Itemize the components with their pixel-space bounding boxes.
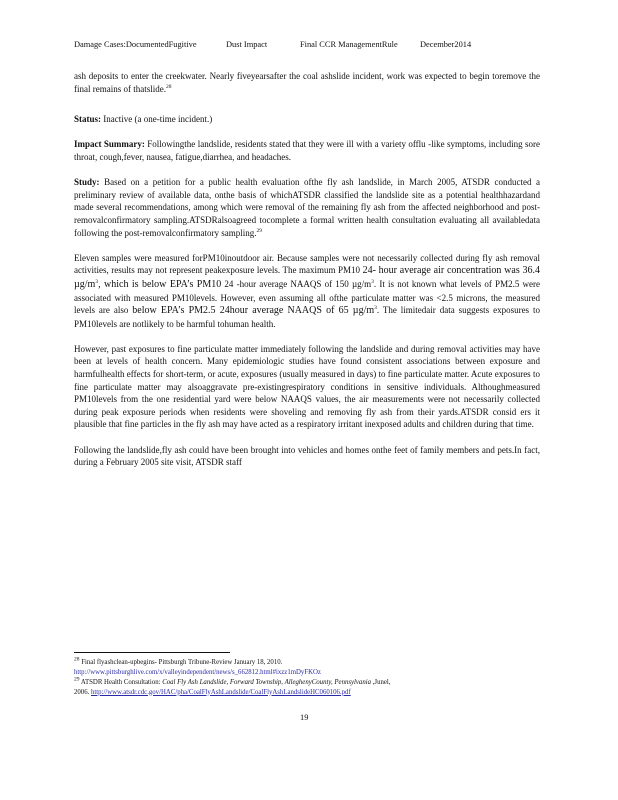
header-topic: Dust Impact [226,40,268,49]
footnote-29-link[interactable]: http://www.atsdr.cdc.gov/HAC/pha/CoalFlyAshLandslide/CoalFlyAshLandslideHC060106.pdf [91,688,351,696]
measurements-paragraph [74,252,540,331]
intro-paragraph [74,70,540,95]
unit-superscript: 3 [371,278,374,285]
study-text: Based on a petition for a public health evaluation ofthe fly ash landslide, in March 2005, ATSDR conducted a preliminary review of available data, onthe basis of whichATSDR classified the landslide site as a potential healthhazardand made several recommendations, among which were removal of the remaining fly ash from the affected neighborhood and post-removalconfirmatory sampling.ATSDRalsoagreed tocomplete a formal written health consultation evaluating all availabledata following the post-removalconfirmatory sampling. [74,177,541,238]
footnote-28 [74,658,544,677]
study-paragraph [74,176,540,239]
header-rule: Final CCR ManagementRule [300,40,398,49]
footnote-29-text-d: 2006. [74,688,91,696]
footnote-divider [74,652,230,653]
footnote-29-text-a: ATSDR Health Consultation: [80,679,163,686]
document-body [74,70,540,481]
following-paragraph [74,444,540,469]
footnote-29-text-c: ,Junel, [371,679,391,686]
intro-text: ash deposits to enter the creekwater. Nearly fiveyearsafter the coal ashslide incident, work was expected to begin toremove the final remains of thatslide. [74,71,540,94]
page-number: 19 [300,713,309,722]
status-text: Inactive (a one-time incident.) [103,114,213,125]
measurements-text-3: . It is not known what levels of PM2.5 were associated with measured PM10levels. However, even assuming all ofthe particulate matter was <2.5 microns, the measured levels are also [74,278,540,316]
study-label: Study: [74,177,100,188]
status-paragraph [74,113,540,126]
impact-summary-paragraph [74,138,540,163]
footnote-ref-28[interactable]: 28 [165,83,172,90]
footnote-28-text: Final flyashclean-upbegins- Pittsburgh Tribune-Review January 18, 2010. [81,659,283,666]
footnote-28-link[interactable]: http://www.pittsburghlive.com/x/valleyindependent/news/s_662812.html#ixzz1mDyFKOz [74,668,321,676]
footnotes [74,658,544,698]
impact-summary-text: Followingthe landslide, residents stated that they were ill with a variety offlu -like symptoms, including sore throat, cough,fever, nausea, fatigue,diarrhea, and headaches. [74,139,541,162]
unit-superscript: 3 [95,278,99,285]
unit-superscript: 3 [374,305,377,312]
footnote-number: 28 [74,656,80,663]
impact-summary-label: Impact Summary: [74,139,145,150]
measurements-text-1: Eleven samples were measured forPM10inoutdoor air. Because samples were not necessarily collected during fly ash removal activities, results may not represent peakexposure levels. The maximum PM10 [74,252,540,276]
status-label: Status: [74,114,102,125]
fine-particles-text: However, past exposures to fine particulate matter immediately following the landslide and during removal activities may have been at levels of health concern. Many epidemiologic studies have found consistent associations between exposure and harmfulhealth effects for short-term, or acute, exposures (usually measured in days) to fine particulate matter. Acute exposures to fine particulate matter may alsoaggravate pre-existingrespiratory conditions in sensitive individuals. Althoughmeasured PM10levels from the one residential yard were below NAAQS values, the air measurements were not necessarily collected during peak exposure periods when residents were shoveling and removing fly ash from their yards.ATSDR consid ers it plausible that fine particles in the fly ash may have acted as a respiratory irritant inexposed adults and children during that time. [74,343,540,430]
footnote-ref-29[interactable]: 29 [256,227,262,234]
following-text: Following the landslide,fly ash could have been brought into vehicles and homes onthe feet of family members and pets.In fact, during a February 2005 site visit, ATSDR staff [74,444,540,468]
header-date: December2014 [420,40,472,49]
footnote-29-title: Coal Fly Ash Landslide, Forward Township, AlleghenyCounty, Pennsylvania [162,679,372,686]
measurements-text-4: . The limitedair data suggests exposures to PM10levels are notlikely to be harmful tohuman health. [74,305,540,329]
pm10-max-statement: 24- hour average air concentration was 36.4 µg/m [74,265,540,290]
footnote-number: 29 [74,676,80,683]
page-header [74,40,544,49]
pm25-below-statement: below EPA’s PM2.5 24hour average NAAQS of 65 µg/m [132,305,375,317]
pm10-below-statement: , which is below EPA’s PM10 [98,278,222,290]
footnote-29 [74,678,544,697]
header-section: Damage Cases:DocumentedFugitive [74,40,197,49]
fine-particles-paragraph [74,343,540,431]
measurements-text-2: 24 -hour average NAAQS of 150 µg/m [221,278,372,289]
